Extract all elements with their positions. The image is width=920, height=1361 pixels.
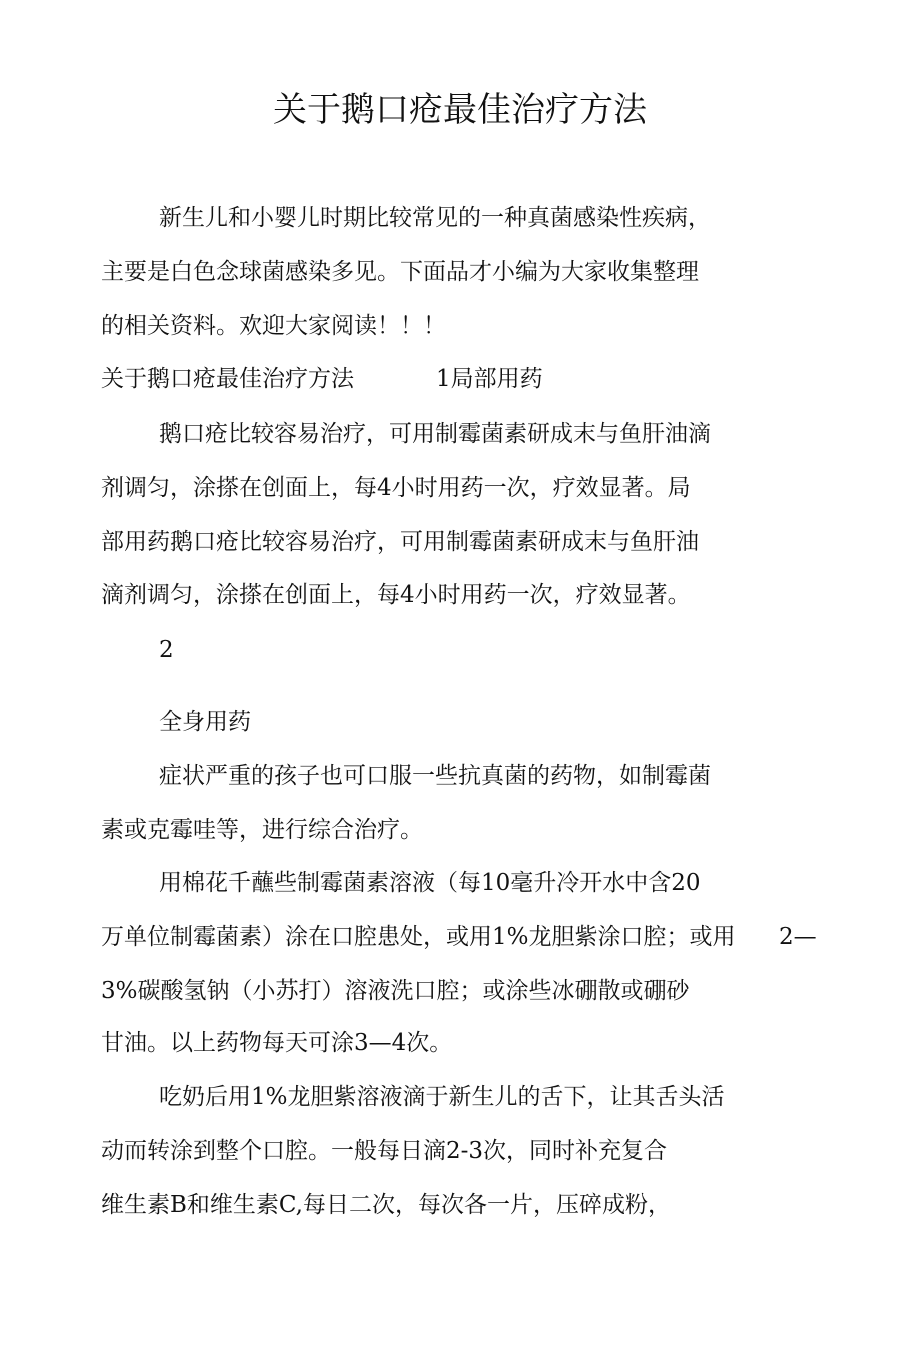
systemic-treatment-line-2: 素或克霉哇等，进行综合治疗。 — [101, 817, 423, 843]
intro-line-1: 新生儿和小婴儿时期比较常见的一种真菌感染性疾病， — [159, 205, 711, 231]
solution-treatment-tail: 2— — [779, 924, 817, 950]
intro-line-3: 的相关资料。欢迎大家阅读！！！ — [101, 313, 446, 339]
solution-treatment-line-1: 用棉花千蘸些制霉菌素溶液（每10毫升冷开水中含20 — [159, 870, 701, 896]
local-treatment-line-2: 剂调匀，涂搽在创面上，每4小时用药一次，疗效显著。局 — [101, 475, 691, 501]
section-number: 2 — [159, 637, 174, 663]
solution-treatment-line-2: 万单位制霉菌素）涂在口腔患处，或用1%龙胆紫涂口腔；或用 — [101, 924, 736, 950]
local-treatment-line-3: 部用药鹅口疮比较容易治疗，可用制霉菌素研成末与鱼肝油 — [101, 529, 699, 555]
local-treatment-line-4: 滴剂调匀，涂搽在创面上，每4小时用药一次，疗效显著。 — [101, 582, 691, 608]
solution-treatment-line-4: 甘油。以上药物每天可涂3—4次。 — [101, 1030, 453, 1056]
section-heading — [101, 362, 543, 396]
feeding-treatment-line-3: 维生素B和维生素C,每日二次，每次各一片，压碎成粉， — [101, 1192, 671, 1218]
feeding-treatment-line-2: 动而转涂到整个口腔。一般每日滴2-3次，同时补充复合 — [101, 1138, 668, 1164]
solution-treatment-line-3: 3%碳酸氢钠（小苏打）溶液洗口腔；或涂些冰硼散或硼砂 — [101, 978, 690, 1004]
intro-line-2: 主要是白色念球菌感染多见。下面品才小编为大家收集整理 — [101, 259, 699, 285]
section-heading-item: 1局部用药 — [436, 366, 543, 392]
document-title: 关于鹅口疮最佳治疗方法 — [273, 90, 647, 130]
section-two-heading: 全身用药 — [159, 709, 251, 735]
local-treatment-line-1: 鹅口疮比较容易治疗，可用制霉菌素研成末与鱼肝油滴 — [159, 421, 711, 447]
section-heading-prefix: 关于鹅口疮最佳治疗方法 — [101, 366, 354, 392]
systemic-treatment-line-1: 症状严重的孩子也可口服一些抗真菌的药物，如制霉菌 — [159, 763, 711, 789]
feeding-treatment-line-1: 吃奶后用1%龙胆紫溶液滴于新生儿的舌下，让其舌头活 — [159, 1084, 725, 1110]
